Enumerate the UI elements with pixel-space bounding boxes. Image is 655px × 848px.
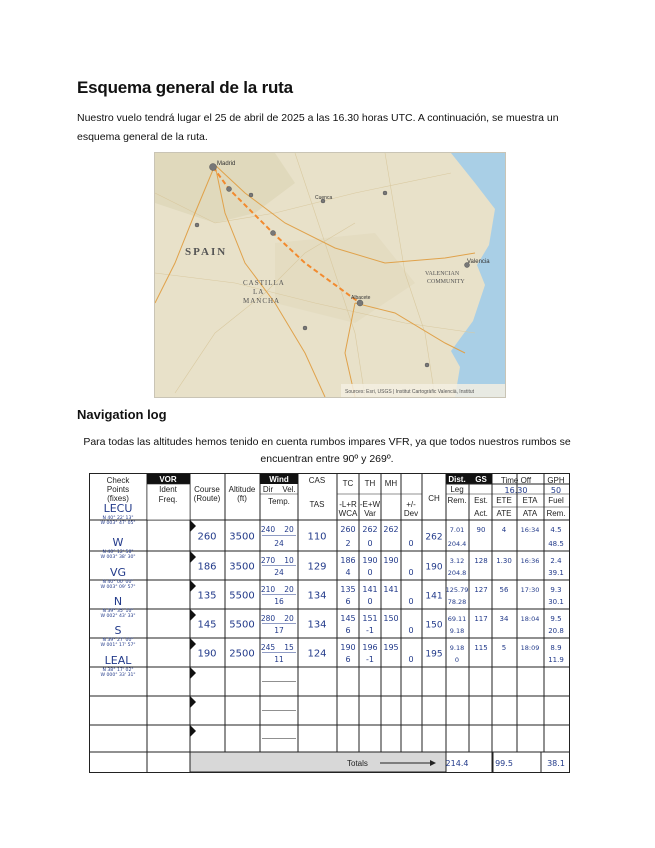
leg-dist-rem: 0 <box>454 656 460 664</box>
leg-wind-dir: 280 <box>260 614 276 623</box>
leg-mh: 195 <box>383 643 399 652</box>
fix-coords: N 39° 27' 00" <box>102 638 134 643</box>
leg-mh: 150 <box>383 614 399 623</box>
hdr-course: Course <box>194 485 220 494</box>
map-label-valencia: Valencia <box>467 259 490 265</box>
hdr-check: Check <box>106 476 130 485</box>
hdr-act: Act. <box>474 509 488 518</box>
hdr-dist: Dist. <box>448 475 466 484</box>
fix-coords: N 38° 17' 02" <box>102 668 134 673</box>
fix-coords: W 003° 38' 30" <box>100 555 136 560</box>
map-label-community: COMMUNITY <box>427 279 465 285</box>
leg-wind-dir: 240 <box>260 525 276 534</box>
hdr-eta: ETA <box>522 496 538 505</box>
hdr-temp: Temp. <box>268 497 290 506</box>
fix-coords: N 40° 22' 13" <box>102 516 134 521</box>
hdr-points: Points <box>106 485 130 494</box>
leg-tas: 134 <box>307 619 327 631</box>
leg-wind-vel: 20 <box>284 585 294 594</box>
navigation-note: Para todas las altitudes hemos tenido en cuenta rumbos impares VFR, ya que todos nuestros rumbos se encuentran entre 90º y 269º. <box>83 436 571 465</box>
leg-dist-rem: 204.4 <box>447 540 467 548</box>
leg-temp: 16 <box>274 597 284 606</box>
hdr-dev: Dev <box>403 509 419 518</box>
leg-wind-vel: 20 <box>284 525 294 534</box>
leg-ch: 190 <box>425 562 443 573</box>
leg-dist-rem: 78.28 <box>447 598 467 606</box>
page-title: Esquema general de la ruta <box>77 78 293 97</box>
leg-dist-rem: 204.8 <box>447 569 467 577</box>
gph-value: 50 <box>550 486 562 495</box>
leg-wca: 2 <box>345 539 351 548</box>
map-label-cuenca: Cuenca <box>315 195 333 201</box>
leg-var: 0 <box>367 568 373 577</box>
fix-coords: W 003° 09' 57" <box>100 585 136 590</box>
hdr-wind: Wind <box>269 475 289 484</box>
fix-name: VG <box>109 566 127 579</box>
leg-th: 196 <box>362 643 378 652</box>
leg-ete: 56 <box>499 586 509 594</box>
hdr-ew: -E+W <box>359 500 381 509</box>
map-label-spain: SPAIN <box>185 246 228 258</box>
hdr-var: Var <box>364 509 376 518</box>
route-map <box>154 152 506 398</box>
map-label-castilla-2: LA <box>253 288 265 296</box>
leg-dev: 0 <box>408 626 414 635</box>
leg-course: 260 <box>197 531 217 543</box>
leg-dist-rem: 9.18 <box>449 627 465 635</box>
hdr-fuel: Fuel <box>548 496 564 505</box>
leg-altitude: 5500 <box>229 619 255 631</box>
leg-wind-dir: 270 <box>260 556 276 565</box>
hdr-freq: Freq. <box>158 495 178 504</box>
leg-altitude: 3500 <box>229 531 255 543</box>
hdr-est: Est. <box>474 496 488 505</box>
intro-paragraph: Nuestro vuelo tendrá lugar el 25 de abril de 2025 a las 16.30 horas UTC. A continuación, se muestra un esquema general de la ruta. <box>77 112 559 143</box>
hdr-alt-unit: (ft) <box>237 494 247 503</box>
leg-eta: 17:30 <box>520 586 540 594</box>
hdr-mh: MH <box>384 479 398 488</box>
hdr-ch: CH <box>428 494 440 503</box>
leg-dev: 0 <box>408 597 414 606</box>
hdr-rem: Rem. <box>447 496 467 505</box>
fix-coords: N 39° 35' 10" <box>102 609 134 614</box>
leg-temp: 17 <box>274 626 284 635</box>
map-label-castilla-3: MANCHA <box>243 297 281 305</box>
map-label-madrid: Madrid <box>217 161 236 167</box>
hdr-altitude: Altitude <box>228 485 256 494</box>
leg-tas: 134 <box>307 590 327 602</box>
hdr-rem2: Rem. <box>546 509 566 518</box>
leg-altitude: 5500 <box>229 590 255 602</box>
hdr-ident: Ident <box>159 485 177 494</box>
leg-fuel-rem: 39.1 <box>548 569 564 577</box>
leg-wca: 6 <box>345 655 351 664</box>
leg-fuel-rem: 48.5 <box>548 540 564 548</box>
leg-var: -1 <box>366 626 374 635</box>
leg-eta: 18:09 <box>520 644 540 652</box>
leg-tc: 135 <box>340 585 356 594</box>
fix-name: LEAL <box>104 654 132 667</box>
leg-dist-leg: 3.12 <box>449 557 465 565</box>
leg-course: 135 <box>197 590 217 602</box>
leg-th: 262 <box>362 525 378 534</box>
leg-tc: 190 <box>340 643 356 652</box>
leg-ch: 262 <box>425 532 443 543</box>
leg-tas: 129 <box>307 561 327 573</box>
leg-fuel-rem: 11.9 <box>548 656 564 664</box>
fix-coords: W 001° 17' 57" <box>100 643 136 648</box>
leg-gs: 90 <box>476 526 486 534</box>
leg-wind-dir: 210 <box>260 585 276 594</box>
leg-eta: 18:04 <box>520 615 540 623</box>
totals-label: Totals <box>347 759 368 768</box>
hdr-tas: TAS <box>309 500 325 509</box>
leg-dev: 0 <box>408 655 414 664</box>
hdr-route: (Route) <box>193 494 221 503</box>
fix-name: S <box>114 624 122 637</box>
leg-wind-vel: 15 <box>284 643 294 652</box>
total-fuel: 38.1 <box>547 759 565 768</box>
leg-ete: 4 <box>501 526 507 534</box>
leg-var: 0 <box>367 597 373 606</box>
leg-course: 190 <box>197 648 217 660</box>
leg-ete: 1.30 <box>496 557 512 565</box>
leg-ete: 34 <box>499 615 509 623</box>
hdr-cas: CAS <box>308 476 326 485</box>
fix-name: W <box>112 536 124 549</box>
time-off-value: 16.30 <box>504 486 528 495</box>
navigation-log-heading: Navigation log <box>77 407 167 422</box>
leg-ch: 141 <box>425 591 443 602</box>
leg-fuel-est: 4.5 <box>550 526 562 534</box>
leg-dev: 0 <box>408 568 414 577</box>
leg-tas: 124 <box>307 648 327 660</box>
leg-fuel-rem: 20.8 <box>548 627 564 635</box>
leg-th: 190 <box>362 556 378 565</box>
leg-ch: 195 <box>425 649 443 660</box>
hdr-vor: VOR <box>159 475 177 484</box>
hdr-dir: Dir <box>262 485 274 494</box>
hdr-wca: WCA <box>338 509 358 518</box>
hdr-gph: GPH <box>547 476 565 485</box>
leg-tc: 186 <box>340 556 356 565</box>
leg-gs: 128 <box>474 557 488 565</box>
hdr-gs: GS <box>475 475 487 484</box>
leg-wind-dir: 245 <box>260 643 276 652</box>
leg-fuel-est: 9.3 <box>550 586 562 594</box>
leg-fuel-est: 8.9 <box>550 644 562 652</box>
hdr-vel: Vel. <box>282 485 296 494</box>
leg-th: 151 <box>362 614 378 623</box>
hdr-lr: -L+R <box>339 500 357 509</box>
leg-tas: 110 <box>307 531 327 543</box>
leg-eta: 16:36 <box>520 557 540 565</box>
leg-mh: 262 <box>383 525 399 534</box>
hdr-tc: TC <box>342 479 354 488</box>
leg-mh: 141 <box>383 585 399 594</box>
leg-dist-leg: 69.11 <box>447 615 467 623</box>
total-distance: 214.4 <box>445 759 469 768</box>
leg-eta: 16:34 <box>520 526 540 534</box>
leg-altitude: 2500 <box>229 648 255 660</box>
fix-coords: W 002° 43' 33" <box>100 614 136 619</box>
leg-temp: 24 <box>274 539 284 548</box>
leg-wind-vel: 20 <box>284 614 294 623</box>
leg-tc: 260 <box>340 525 356 534</box>
leg-course: 186 <box>197 561 217 573</box>
fix-coords: W 000° 33' 31" <box>100 673 136 678</box>
fix-coords: N 40° 00' 00" <box>102 580 134 585</box>
leg-gs: 127 <box>474 586 488 594</box>
leg-mh: 190 <box>383 556 399 565</box>
navigation-log-grid <box>90 474 569 772</box>
leg-gs: 115 <box>474 644 488 652</box>
leg-var: -1 <box>366 655 374 664</box>
fix-coords: N 40° 12' 58" <box>102 550 134 555</box>
leg-th: 141 <box>362 585 378 594</box>
map-label-castilla-1: CASTILLA <box>243 279 285 287</box>
leg-dist-leg: 125.79 <box>445 586 469 594</box>
leg-wca: 4 <box>345 568 351 577</box>
leg-fuel-rem: 30.1 <box>548 598 564 606</box>
leg-fuel-est: 9.5 <box>550 615 562 623</box>
hdr-leg: Leg <box>450 485 464 494</box>
leg-wind-vel: 10 <box>284 556 294 565</box>
hdr-ata: ATA <box>522 509 538 518</box>
leg-tc: 145 <box>340 614 356 623</box>
map-label-albacete: Albacete <box>351 295 371 301</box>
leg-altitude: 3500 <box>229 561 255 573</box>
leg-gs: 117 <box>474 615 488 623</box>
hdr-th: TH <box>364 479 376 488</box>
leg-ete: 5 <box>501 644 507 652</box>
leg-ch: 150 <box>425 620 443 631</box>
hdr-fixes: (fixes) <box>107 494 129 503</box>
leg-temp: 11 <box>274 655 284 664</box>
leg-wca: 6 <box>345 597 351 606</box>
navigation-log-table <box>89 473 570 773</box>
hdr-pm: +/- <box>406 500 416 509</box>
hdr-time-off: Time Off <box>500 476 532 485</box>
hdr-ate: ATE <box>496 509 512 518</box>
map-label-valencian: VALENCIAN <box>425 271 460 277</box>
map-canvas <box>155 153 505 397</box>
fix-coords: W 003° 47' 05" <box>100 521 136 526</box>
leg-dist-leg: 7.01 <box>449 526 465 534</box>
leg-dist-leg: 9.18 <box>449 644 465 652</box>
hdr-ete: ETE <box>496 496 512 505</box>
leg-dev: 0 <box>408 539 414 548</box>
map-attribution: Sources: Esri, USGS | Institut Cartogràfic Valencià, Institut <box>345 389 475 395</box>
leg-var: 0 <box>367 539 373 548</box>
leg-course: 145 <box>197 619 217 631</box>
leg-wca: 6 <box>345 626 351 635</box>
fix-name: LECU <box>103 502 133 515</box>
fix-name: N <box>113 595 123 608</box>
leg-fuel-est: 2.4 <box>550 557 562 565</box>
leg-temp: 24 <box>274 568 284 577</box>
total-time: 99.5 <box>495 759 513 768</box>
